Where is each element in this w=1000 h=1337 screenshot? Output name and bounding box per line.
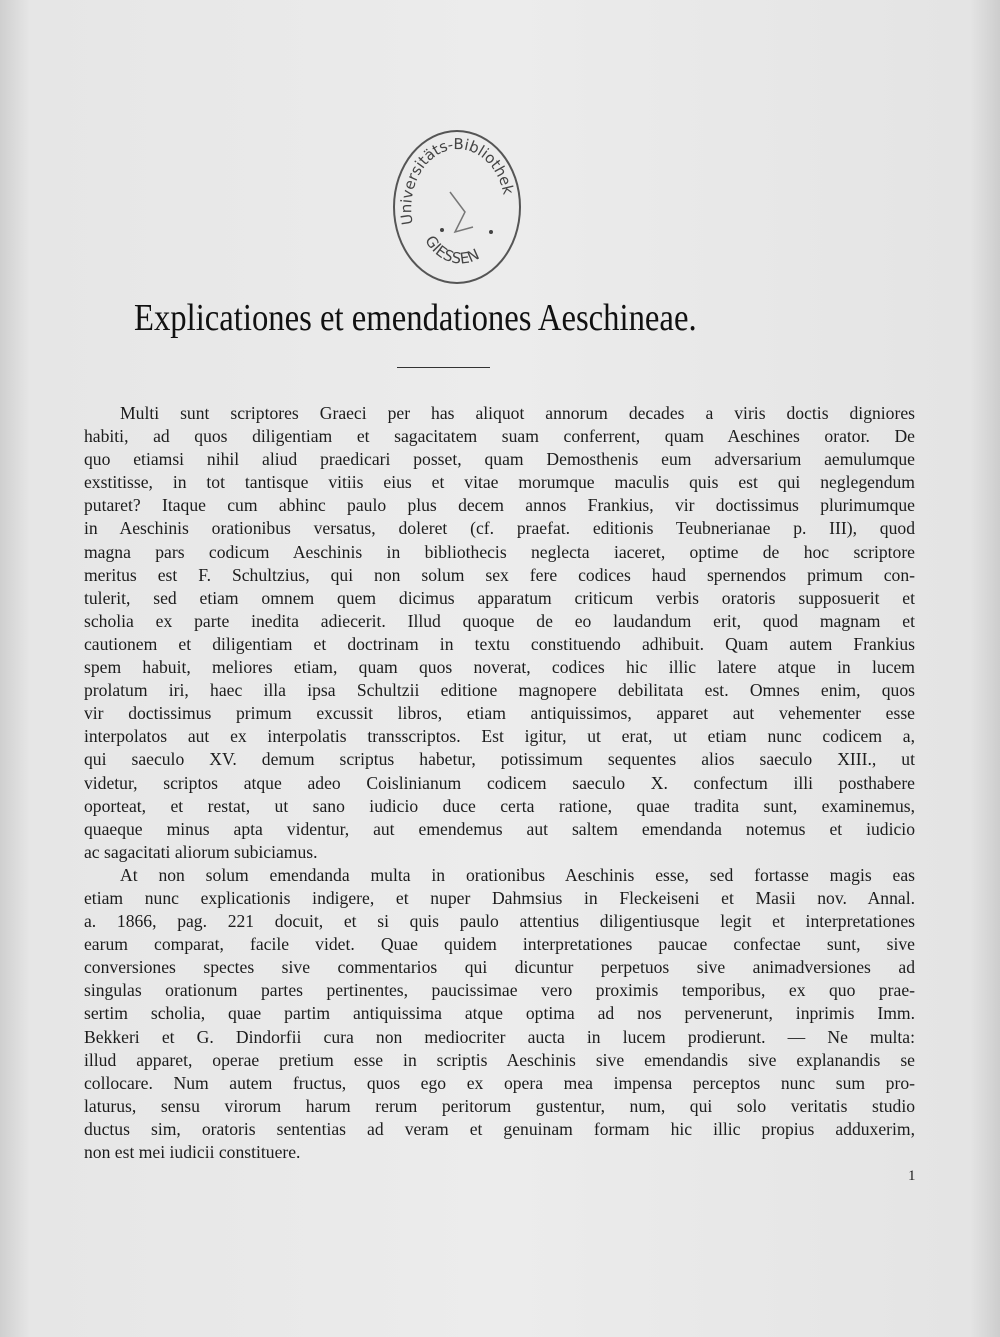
- text-line: cautionem et diligentiam et doctrinam in textu constituendo adhibuit. Quam autem Frankius: [84, 633, 915, 654]
- text-line: interpolatos aut ex interpolatis transscriptos. Est igitur, ut erat, ut etiam nunc codicem a,: [84, 726, 915, 747]
- text-line: vir doctissimus primum excussit libros, etiam antiquissimos, apparet aut vehementer esse: [84, 703, 915, 724]
- text-line: etiam nunc explicationis indigere, et nuper Dahmsius in Fleckeiseni et Masii nov. Annal.: [84, 887, 915, 908]
- text-line: quaeque minus apta videntur, aut emendemus aut saltem emendanda notemus et iudicio: [84, 818, 915, 839]
- text-line: spem habuit, meliores etiam, quam quos noverat, codices hic illic latere atque in lucem: [84, 657, 915, 678]
- svg-text:GIESSEN: GIESSEN: [421, 232, 483, 268]
- text-line: singulas orationum partes pertinentes, paucissimae vero proximis temporibus, ex quo prae-: [84, 980, 915, 1001]
- text-line: in Aeschinis orationibus versatus, doleret (cf. praefat. editionis Teubnerianae p. III), quod: [84, 518, 915, 539]
- body-text: [84, 402, 915, 1164]
- paragraph: [84, 864, 915, 1164]
- paragraph: [84, 402, 915, 864]
- text-line: oporteat, et restat, ut sano iudicio duce certa ratione, quae tradita sunt, examinemus,: [84, 795, 915, 816]
- text-line: exstitisse, in tot tantisque vitiis eius et vitae morumque maculis quis est qui neglegendum: [84, 472, 915, 493]
- text-line: videtur, scriptos atque adeo Coislinianum codicem saeculo X. confectum illi posthabere: [84, 772, 915, 793]
- text-line: habiti, ad quos diligentiam et sagacitatem suam conferrent, quam Aeschines orator. De: [84, 426, 915, 447]
- page-number: 1: [908, 1168, 916, 1184]
- text-line: laturus, sensu virorum harum rerum peritorum gustentur, num, qui solo veritatis studio: [84, 1095, 915, 1116]
- text-line: putaret? Itaque cum abhinc paulo plus decem annos Frankius, vir doctissimus plurimumque: [84, 495, 915, 516]
- text-line: Multi sunt scriptores Graeci per has aliquot annorum decades a viris doctis digniores: [120, 403, 915, 423]
- page-title: Explicationes et emendationes Aeschineae.: [134, 297, 697, 339]
- text-line: sertim scholia, quae partim antiquissima atque optima ad nos pervenerunt, inprimis Imm.: [84, 1003, 915, 1024]
- text-line: quo etiamsi nihil aliud praedicari posset, quam Demosthenis eum adversarium aemulumque: [84, 449, 915, 470]
- text-line: scholia ex parte inedita adiecerit. Illud quoque de eo laudandum erit, quod magnam et: [84, 610, 915, 631]
- library-stamp: [393, 130, 521, 284]
- text-line: At non solum emendanda multa in orationibus Aeschinis esse, sed fortasse magis eas: [120, 864, 915, 885]
- text-line: a. 1866, pag. 221 docuit, et si quis paulo attentius diligentiusque legit et interpretationes: [84, 911, 915, 932]
- text-line: collocare. Num autem fructus, quos ego ex opera mea impensa perceptos nunc sum pro-: [84, 1072, 915, 1093]
- text-line: qui saeculo XV. demum scriptus habetur, potissimum sequentes alios saeculo XIII., ut: [84, 749, 915, 770]
- text-line: conversiones spectes sive commentarios qui dicuntur perpetuos sive animadversiones ad: [84, 957, 915, 978]
- text-line: ac sagacitati aliorum subiciamus.: [84, 841, 318, 862]
- text-line: meritus est F. Schultzius, qui non solum sex fere codices haud spernendos primum con-: [84, 564, 915, 585]
- text-line: illud apparet, operae pretium esse in scriptis Aeschinis sive emendandis sive explanandis se: [84, 1049, 915, 1070]
- text-line: Bekkeri et G. Dindorfii cura non mediocriter aucta in lucem prodierunt. — Ne multa:: [84, 1026, 915, 1047]
- title-divider: [397, 367, 490, 368]
- text-line: ductus sim, oratoris sententias ad veram et genuinam formam hic illic propius adduxerim,: [84, 1118, 915, 1139]
- text-line: prolatum iri, haec illa ipsa Schultzii editione magnopere debilitata est. Omnes enim, quos: [84, 680, 915, 701]
- text-line: non est mei iudicii constituere.: [84, 1142, 301, 1162]
- svg-text:Universitäts-Bibliothek: Universitäts-Bibliothek: [397, 135, 518, 227]
- text-line: tulerit, sed etiam omnem quem dicimus apparatum criticum verbis oratoris supposuerit et: [84, 587, 915, 608]
- text-line: earum comparat, facile videt. Quae quidem interpretationes paucae confectae sunt, sive: [84, 934, 915, 955]
- text-line: magna pars codicum Aeschinis in bibliothecis neglecta iaceret, optime de hoc scriptore: [84, 541, 915, 562]
